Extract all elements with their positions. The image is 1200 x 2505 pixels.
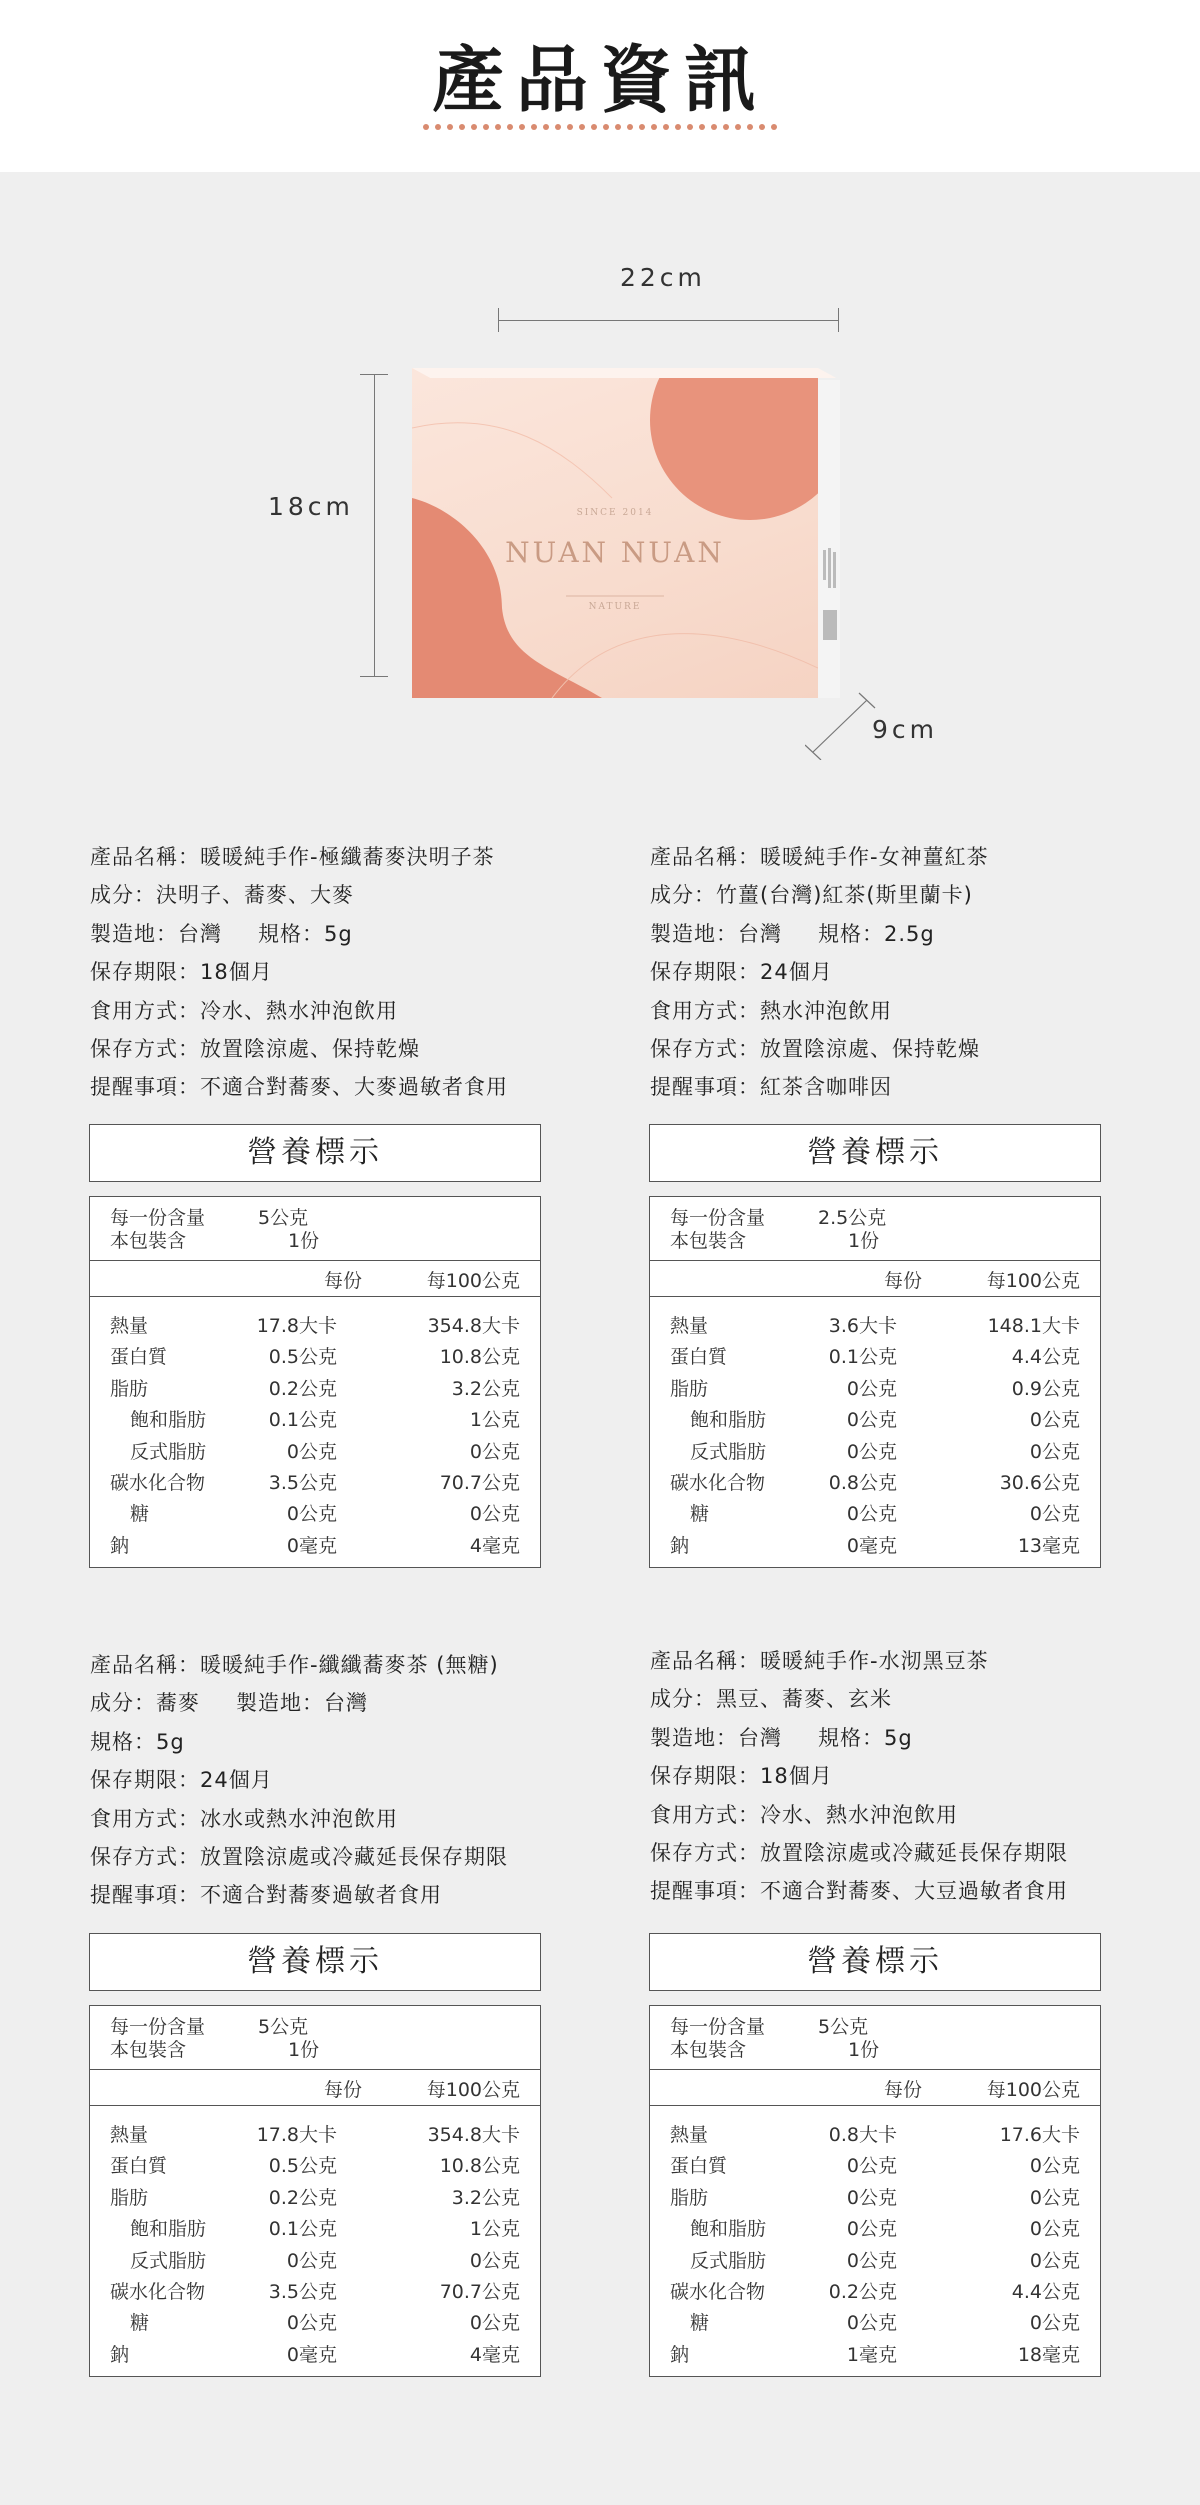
product-name: 產品名稱：暖暖純手作-女神薑紅茶 — [650, 845, 989, 869]
nutrient-label: 脂肪 — [670, 1377, 709, 1400]
nutrient-label: 熱量 — [110, 2124, 149, 2146]
nutrient-label: 反式脂肪 — [130, 1440, 207, 1463]
product-shelf-life: 保存期限：18個月 — [650, 1764, 833, 1789]
nutrient-label: 碳水化合物 — [670, 2281, 766, 2303]
product-shelf-life: 保存期限：18個月 — [90, 960, 273, 985]
nutrient-per-serving: 0.8大卡 — [828, 2124, 897, 2146]
product-name: 產品名稱：暖暖純手作-極纖蕎麥決明子茶 — [90, 845, 495, 869]
page-title: 產品資訊 — [431, 37, 768, 122]
nutrition-row — [650, 2340, 1100, 2371]
product-info-2 — [650, 838, 989, 1107]
nutrient-label: 飽和脂肪 — [690, 2218, 767, 2241]
nutrient-per-100g: 0.9公克 — [1011, 1377, 1080, 1400]
nutrient-label: 糖 — [690, 1503, 710, 1526]
nutrient-per-serving: 0.2公克 — [268, 2186, 337, 2209]
product-origin: 製造地：台灣 — [650, 1725, 782, 1750]
height-dimension-tick-bottom — [360, 676, 388, 677]
nutrition-divider — [650, 2105, 1100, 2106]
product-usage: 食用方式：熱水沖泡飲用 — [650, 998, 892, 1023]
nutrient-per-serving: 0公克 — [846, 1409, 897, 1432]
nutrient-per-100g: 354.8大卡 — [427, 2124, 520, 2146]
servings-per-pack-value: 1份 — [848, 2039, 880, 2061]
nutrient-per-100g: 4.4公克 — [1011, 2281, 1080, 2303]
product-storage: 保存方式：放置陰涼處或冷藏延長保存期限 — [650, 1841, 1068, 1866]
nutrition-row — [90, 1311, 540, 1342]
column-header-per-serving: 每份 — [323, 1270, 362, 1292]
product-spec: 規格：5g — [258, 921, 353, 946]
nutrient-per-serving: 0.5公克 — [268, 2155, 337, 2178]
nutrient-per-100g: 3.2公克 — [451, 1377, 520, 1400]
nutrient-per-100g: 0公克 — [469, 1440, 520, 1463]
nutrient-label: 鈉 — [670, 2343, 690, 2366]
product-ingredients: 成分：竹薑(台灣)紅茶(斯里蘭卡) — [650, 883, 973, 908]
nutrient-per-serving: 0公克 — [286, 1440, 337, 1463]
nutrient-per-serving: 0公克 — [286, 2312, 337, 2335]
nutrition-row — [650, 2277, 1100, 2308]
nutrient-per-serving: 0公克 — [846, 2312, 897, 2335]
nutrient-per-100g: 0公克 — [1029, 2312, 1080, 2335]
product-spec: 規格：2.5g — [818, 921, 935, 946]
nutrient-per-100g: 18毫克 — [1017, 2343, 1080, 2366]
product-storage: 保存方式：放置陰涼處或冷藏延長保存期限 — [90, 1845, 508, 1870]
page-header — [0, 0, 1200, 172]
nutrition-row — [650, 1531, 1100, 1562]
nutrient-per-serving: 17.8大卡 — [256, 1315, 337, 1337]
nutrient-label: 反式脂肪 — [130, 2249, 207, 2272]
nutrition-row — [90, 1468, 540, 1499]
product-storage: 保存方式：放置陰涼處、保持乾燥 — [90, 1037, 420, 1062]
nutrition-row — [650, 2151, 1100, 2182]
product-usage: 食用方式：冰水或熱水沖泡飲用 — [90, 1806, 398, 1831]
product-shelf-life: 保存期限：24個月 — [650, 960, 833, 985]
serving-size-label: 每一份含量 — [110, 2016, 206, 2038]
nutrition-divider — [650, 2069, 1100, 2070]
nutrient-label: 蛋白質 — [110, 1346, 168, 1369]
nutrition-table — [649, 2005, 1101, 2377]
nutrient-per-100g: 10.8公克 — [439, 2155, 520, 2178]
nutrition-row — [90, 2214, 540, 2245]
nutrient-per-serving: 17.8大卡 — [256, 2124, 337, 2146]
servings-per-pack-label: 本包裝含 — [110, 1230, 187, 1252]
servings-per-pack-row — [670, 2035, 880, 2062]
nutrition-row — [650, 2308, 1100, 2339]
product-ingredients: 成分：決明子、蕎麥、大麥 — [90, 883, 354, 908]
nutrient-per-serving: 0.1公克 — [828, 1346, 897, 1369]
serving-size-value: 5公克 — [258, 1207, 309, 1229]
serving-size-value: 5公克 — [818, 2016, 869, 2038]
nutrient-per-100g: 17.6大卡 — [999, 2124, 1080, 2146]
nutrient-per-serving: 0毫克 — [846, 1534, 897, 1557]
nutrition-row — [90, 1405, 540, 1436]
nutrition-row — [650, 1499, 1100, 1530]
product-usage: 食用方式：冷水、熱水沖泡飲用 — [90, 998, 398, 1023]
product-warning: 提醒事項：紅茶含咖啡因 — [650, 1075, 892, 1100]
nutrient-per-100g: 0公克 — [1029, 2249, 1080, 2272]
nutrition-row — [90, 2120, 540, 2151]
nutrient-per-serving: 0毫克 — [286, 2343, 337, 2366]
nutrient-per-serving: 3.5公克 — [268, 2281, 337, 2303]
nutrient-per-serving: 0公克 — [846, 2155, 897, 2178]
product-box-image — [412, 368, 818, 698]
nutrient-per-100g: 0公克 — [469, 1503, 520, 1526]
nutrition-table — [649, 1196, 1101, 1568]
serving-size-value: 5公克 — [258, 2016, 309, 2038]
servings-per-pack-value: 1份 — [848, 1230, 880, 1252]
column-header-per-100g: 每100公克 — [986, 2079, 1080, 2101]
nutrient-label: 反式脂肪 — [690, 1440, 767, 1463]
width-dimension-tick-left — [498, 308, 499, 332]
nutrient-per-100g: 1公克 — [469, 2218, 520, 2241]
nutrient-per-serving: 0公克 — [846, 2186, 897, 2209]
nutrient-per-serving: 3.5公克 — [268, 1472, 337, 1494]
servings-per-pack-value: 1份 — [288, 2039, 320, 2061]
nutrient-label: 蛋白質 — [670, 1346, 728, 1369]
nutrition-title: 營養標示 — [649, 1933, 1101, 1991]
nutrition-row — [90, 1437, 540, 1468]
height-dimension-label: 18cm — [268, 492, 354, 521]
nutrient-per-100g: 0公克 — [1029, 2218, 1080, 2241]
nutrition-title: 營養標示 — [89, 1124, 541, 1182]
nutrient-per-serving: 0公克 — [846, 2218, 897, 2241]
nutrition-row — [90, 1531, 540, 1562]
nutrient-per-serving: 0.5公克 — [268, 1346, 337, 1369]
depth-dimension-line — [805, 690, 885, 760]
nutrient-label: 飽和脂肪 — [130, 1409, 207, 1432]
product-spec: 規格：5g — [90, 1729, 185, 1754]
nutrition-divider — [90, 1260, 540, 1261]
nutrient-per-serving: 0公克 — [286, 1503, 337, 1526]
servings-per-pack-label: 本包裝含 — [110, 2039, 187, 2061]
brand-tagline-top: SINCE 2014 — [576, 508, 654, 518]
column-header-per-serving: 每份 — [883, 2079, 922, 2101]
nutrition-row — [90, 1374, 540, 1405]
nutrient-per-serving: 0.2公克 — [268, 1377, 337, 1400]
brand-tagline-bottom: NATURE — [588, 602, 642, 612]
nutrient-per-100g: 4.4公克 — [1011, 1346, 1080, 1369]
nutrient-per-100g: 70.7公克 — [439, 1472, 520, 1494]
serving-size-label: 每一份含量 — [110, 1207, 206, 1229]
nutrient-label: 飽和脂肪 — [690, 1409, 767, 1432]
nutrition-table — [89, 2005, 541, 2377]
width-dimension-label: 22cm — [620, 263, 706, 292]
product-storage: 保存方式：放置陰涼處、保持乾燥 — [650, 1037, 980, 1062]
nutrient-per-serving: 1毫克 — [846, 2343, 897, 2366]
product-spec: 規格：5g — [818, 1725, 913, 1750]
nutrition-divider — [90, 2069, 540, 2070]
nutrient-per-100g: 0公克 — [1029, 1409, 1080, 1432]
nutrient-label: 飽和脂肪 — [130, 2218, 207, 2241]
nutrition-row — [90, 2277, 540, 2308]
nutrient-per-serving: 0公克 — [846, 1377, 897, 1400]
column-header-per-serving: 每份 — [883, 1270, 922, 1292]
product-info-1 — [90, 838, 508, 1107]
nutrient-label: 脂肪 — [110, 2186, 149, 2209]
nutrient-per-100g: 3.2公克 — [451, 2186, 520, 2209]
servings-per-pack-row — [110, 1226, 320, 1253]
width-dimension-line — [498, 320, 838, 321]
nutrient-per-100g: 1公克 — [469, 1409, 520, 1432]
nutrient-label: 鈉 — [110, 2343, 130, 2366]
nutrition-row — [650, 2120, 1100, 2151]
product-name: 產品名稱：暖暖純手作-水沏黑豆茶 — [650, 1649, 989, 1673]
nutrition-row — [90, 2151, 540, 2182]
depth-dimension-label: 9cm — [872, 715, 939, 744]
nutrition-row — [90, 2246, 540, 2277]
nutrient-label: 鈉 — [110, 1534, 130, 1557]
product-info-3 — [90, 1646, 508, 1915]
nutrition-divider — [90, 2105, 540, 2106]
nutrient-per-100g: 0公克 — [469, 2249, 520, 2272]
brand-logo-text: NUAN NUAN — [505, 536, 725, 569]
nutrition-row — [650, 2246, 1100, 2277]
nutrient-per-100g: 148.1大卡 — [987, 1315, 1080, 1337]
nutrient-per-serving: 0公克 — [286, 2249, 337, 2272]
nutrient-per-100g: 0公克 — [1029, 2186, 1080, 2209]
nutrition-title: 營養標示 — [89, 1933, 541, 1991]
height-dimension-tick-top — [360, 374, 388, 375]
nutrition-row — [90, 1342, 540, 1373]
nutrient-label: 熱量 — [670, 2124, 709, 2146]
nutrition-row — [90, 2308, 540, 2339]
nutrient-per-serving: 0.2公克 — [828, 2281, 897, 2303]
column-header-per-100g: 每100公克 — [986, 1270, 1080, 1292]
nutrient-label: 碳水化合物 — [110, 1472, 206, 1494]
nutrient-per-100g: 354.8大卡 — [427, 1315, 520, 1337]
nutrient-per-serving: 0毫克 — [286, 1534, 337, 1557]
nutrient-label: 糖 — [130, 2312, 150, 2335]
serving-size-value: 2.5公克 — [818, 1207, 887, 1229]
height-dimension-line — [374, 374, 375, 676]
nutrient-per-100g: 13毫克 — [1017, 1534, 1080, 1557]
nutrient-per-serving: 0.1公克 — [268, 2218, 337, 2241]
nutrient-per-100g: 4毫克 — [469, 2343, 520, 2366]
serving-size-label: 每一份含量 — [670, 1207, 766, 1229]
nutrient-label: 鈉 — [670, 1534, 690, 1557]
nutrition-row — [650, 1311, 1100, 1342]
nutrition-row — [650, 1374, 1100, 1405]
product-info-4 — [650, 1642, 1068, 1911]
nutrition-divider — [650, 1296, 1100, 1297]
nutrient-per-serving: 0公克 — [846, 1440, 897, 1463]
nutrient-label: 脂肪 — [670, 2186, 709, 2209]
nutrition-title: 營養標示 — [649, 1124, 1101, 1182]
product-warning: 提醒事項：不適合對蕎麥、大豆過敏者食用 — [650, 1879, 1068, 1904]
nutrient-label: 糖 — [690, 2312, 710, 2335]
nutrient-label: 碳水化合物 — [110, 2281, 206, 2303]
product-origin: 製造地：台灣 — [236, 1691, 368, 1716]
product-origin: 製造地：台灣 — [650, 921, 782, 946]
nutrition-divider — [90, 1296, 540, 1297]
nutrition-row — [650, 1437, 1100, 1468]
product-warning: 提醒事項：不適合對蕎麥、大麥過敏者食用 — [90, 1075, 508, 1100]
nutrition-row — [90, 1499, 540, 1530]
serving-size-label: 每一份含量 — [670, 2016, 766, 2038]
nutrient-label: 熱量 — [110, 1315, 149, 1337]
nutrient-per-100g: 0公克 — [469, 2312, 520, 2335]
nutrient-per-100g: 0公克 — [1029, 1440, 1080, 1463]
nutrition-row — [650, 1405, 1100, 1436]
product-shelf-life: 保存期限：24個月 — [90, 1768, 273, 1793]
nutrient-label: 脂肪 — [110, 1377, 149, 1400]
nutrition-row — [650, 2214, 1100, 2245]
nutrient-per-100g: 4毫克 — [469, 1534, 520, 1557]
title-dot-divider — [423, 122, 777, 132]
product-origin: 製造地：台灣 — [90, 921, 222, 946]
servings-per-pack-value: 1份 — [288, 1230, 320, 1252]
nutrient-per-100g: 30.6公克 — [999, 1472, 1080, 1494]
nutrition-row — [650, 2183, 1100, 2214]
nutrient-per-serving: 0.1公克 — [268, 1409, 337, 1432]
nutrient-label: 碳水化合物 — [670, 1472, 766, 1494]
width-dimension-tick-right — [838, 308, 839, 332]
nutrient-label: 蛋白質 — [110, 2155, 168, 2178]
nutrition-row — [90, 2183, 540, 2214]
product-box-side — [818, 380, 840, 698]
nutrition-table — [89, 1196, 541, 1568]
nutrient-label: 熱量 — [670, 1315, 709, 1337]
nutrient-per-100g: 0公克 — [1029, 1503, 1080, 1526]
nutrient-per-serving: 3.6大卡 — [828, 1315, 897, 1337]
nutrition-row — [650, 1342, 1100, 1373]
product-usage: 食用方式：冷水、熱水沖泡飲用 — [650, 1802, 958, 1827]
product-warning: 提醒事項：不適合對蕎麥過敏者食用 — [90, 1883, 442, 1908]
product-name: 產品名稱：暖暖純手作-纖纖蕎麥茶 (無糖) — [90, 1653, 499, 1677]
servings-per-pack-row — [670, 1226, 880, 1253]
nutrition-row — [90, 2340, 540, 2371]
nutrition-divider — [650, 1260, 1100, 1261]
column-header-per-serving: 每份 — [323, 2079, 362, 2101]
nutrient-label: 蛋白質 — [670, 2155, 728, 2178]
nutrient-per-100g: 70.7公克 — [439, 2281, 520, 2303]
nutrient-per-serving: 0公克 — [846, 2249, 897, 2272]
nutrient-per-serving: 0.8公克 — [828, 1472, 897, 1494]
servings-per-pack-row — [110, 2035, 320, 2062]
nutrient-label: 糖 — [130, 1503, 150, 1526]
nutrient-per-100g: 0公克 — [1029, 2155, 1080, 2178]
nutrient-per-serving: 0公克 — [846, 1503, 897, 1526]
column-header-per-100g: 每100公克 — [426, 2079, 520, 2101]
servings-per-pack-label: 本包裝含 — [670, 1230, 747, 1252]
nutrient-label: 反式脂肪 — [690, 2249, 767, 2272]
nutrient-per-100g: 10.8公克 — [439, 1346, 520, 1369]
product-ingredients: 成分：黑豆、蕎麥、玄米 — [650, 1687, 892, 1712]
servings-per-pack-label: 本包裝含 — [670, 2039, 747, 2061]
product-ingredients: 成分：蕎麥 — [90, 1691, 200, 1716]
column-header-per-100g: 每100公克 — [426, 1270, 520, 1292]
nutrition-row — [650, 1468, 1100, 1499]
